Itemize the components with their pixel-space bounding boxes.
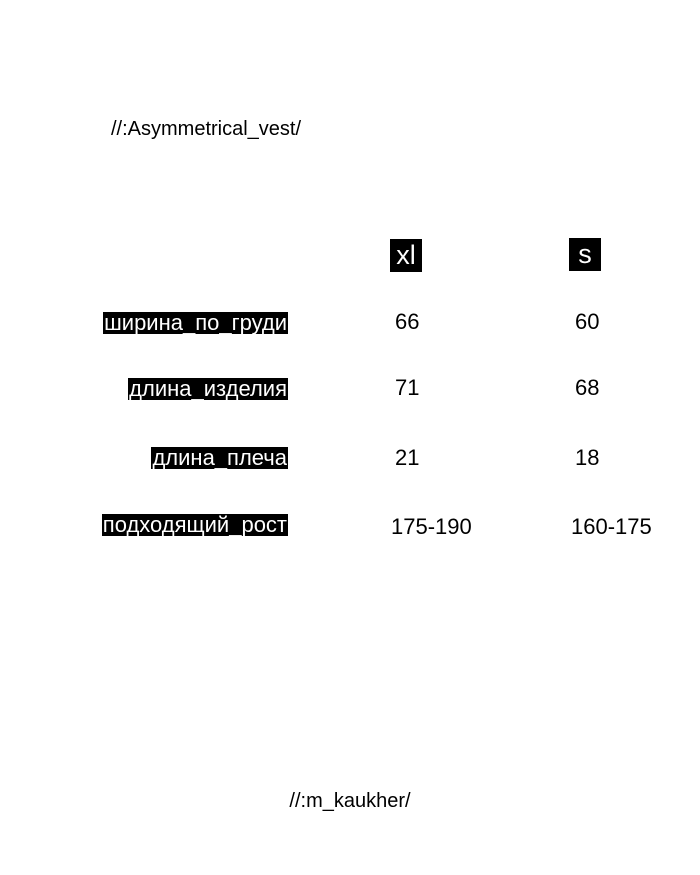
- cell-suitable-height-xl: 175-190: [391, 514, 472, 539]
- cell-chest-width-xl: 66: [395, 309, 420, 334]
- author-signature: //:m_kaukher/: [289, 790, 411, 812]
- row-label-chest-width: ширина_по_груди: [104, 310, 287, 335]
- product-title: //:Asymmetrical_vest/: [111, 118, 302, 140]
- size-header-s: s: [569, 238, 601, 271]
- cell-garment-length-xl: 71: [395, 375, 420, 400]
- size-header-xl: xl: [390, 239, 422, 272]
- cell-garment-length-s: 68: [575, 375, 600, 400]
- row-label-garment-length: длина_изделия: [129, 376, 287, 401]
- cell-shoulder-length-s: 18: [575, 445, 600, 470]
- row-label-suitable-height: подходящий_рост: [102, 512, 287, 537]
- cell-suitable-height-s: 160-175: [571, 514, 652, 539]
- cell-shoulder-length-xl: 21: [395, 445, 420, 470]
- row-label-shoulder-length: длина_плеча: [152, 445, 287, 470]
- cell-chest-width-s: 60: [575, 309, 600, 334]
